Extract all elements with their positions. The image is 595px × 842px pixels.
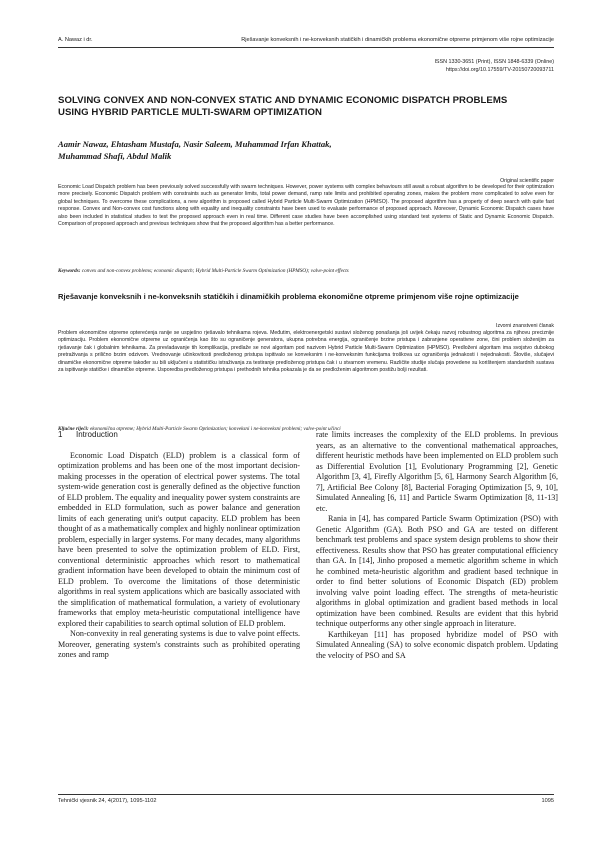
author-line-2: Muhammad Shafi, Abdul Malik <box>58 150 172 161</box>
section-number: 1 <box>58 430 63 439</box>
running-header <box>58 37 554 47</box>
running-header-authors: A. Nawaz i dr. <box>58 37 93 43</box>
body-paragraph: Rania in [4], has compared Particle Swarm Optimization (PSO) with Genetic Algorithm (GA). Both PSO and GA are tested on different benchmark test problems and space system design problems to show their effectiveness. Results show that PSO has greater computational efficiency than GA. In [14], Jinho proposed a memetic algorithm scheme in which he combined meta-heuristic algorithm and gradient based technique in order to find better solutions of Economic Dispatch (ED) problem involving valve point loading effect. The strengths of meta-heuristic algorithms in global optimization and gradient based methods in local optimization have been combined. Results are evident that this hybrid technique outperforms any other single approach in literature. <box>316 514 558 628</box>
keywords-text: convex and non-convex problems; economic dispatch; Hybrid Multi-Particle Swarm Optimization (HPMSO); valve-point effects <box>81 268 349 274</box>
header-divider <box>58 47 554 48</box>
section-heading-introduction <box>58 430 300 441</box>
journal-citation: Tehnički vjesnik 24, 4(2017), 1095-1102 <box>58 798 157 804</box>
author-line-1: Aamir Nawaz, Ehtasham Mustafa, Nasir Saleem, Muhammad Irfan Khattak, <box>58 139 332 149</box>
body-column-left <box>58 430 300 661</box>
body-paragraph: Karthikeyan [11] has proposed hybridize model of PSO with Simulated Annealing (SA) to solve economic dispatch problem. Updating the velocity of PSO and SA <box>316 629 558 660</box>
body-paragraph: rate limits increases the complexity of the ELD problems. In previous years, as an alternative to the conventional mathematical approaches, different heuristic methods have been implemented on ELD problem such as Differential Evolution [1], Evolutionary Programming [2], Genetic Algorithm [3, 4], Firefly Algorithm [5, 6], Harmony Search Algorithm [6, 7], Artificial Bee Colony [8], Bacterial Foraging Optimization [5, 9, 10], Simulated Annealing [6, 11] and Particle Swarm Optimization [8, 11-13] etc. <box>316 430 558 513</box>
body-paragraph: Non-convexity in real generating systems is due to valve point effects. Moreover, generating system's constraints such as prohibited operating zones and ramp <box>58 629 300 659</box>
croatian-keywords-label: Ključne riječi: <box>58 426 89 432</box>
section-title: Introduction <box>76 430 118 439</box>
croatian-article-type: Izvorni znanstveni članak <box>496 323 554 329</box>
abstract-text: Economic Load Dispatch problem has been previously solved successfully with swarm techniques. However, power systems with complex behaviours still await a robust algorithm to be developed for their optimization more precisely. Economic Dispatch problem with constraints such as generator limits, total power demand, ramp rate limits and prohibited operating zones, makes the problem more complicated to solve even for global techniques. To overcome these complications, a new algorithm is proposed called Hybrid Particle Multi-Swarm Optimization (HPMSO). The proposed algorithm has a property of deep search with quite fast response. Convex and Non-convex cost functions along with equality and inequality constraints have been used to evaluate performance of proposed approach. Moreover, Dynamic Economic Dispatch cases have also been included in statistical studies to test the proposed approach even in real time. Different case studies have been accomplished using standard test systems of Static and Dynamic Economic Dispatch. Comparison of proposed approach and previous techniques show that the proposed algorithm has a better performance. <box>58 184 554 228</box>
issn-numbers: ISSN 1330-3651 (Print), ISSN 1848-6339 (Online) <box>434 59 554 65</box>
running-header-title: Rješavanje konveksnih i ne-konveksnih statičkih i dinamičkih problema ekonomične otpreme primjenom više rojne optimizacije <box>241 37 554 43</box>
keywords-label: Keywords: <box>58 268 81 274</box>
croatian-title: Rješavanje konveksnih i ne-konveksnih statičkih i dinamičkih problema ekonomične otpreme primjenom više rojne optimizacije <box>58 292 519 301</box>
author-list <box>58 139 498 162</box>
body-paragraph: Economic Load Dispatch (ELD) problem is a classical form of optimization problems and has been one of the most important decision-making processes in the operation of electrical power systems. The total system-wide generation cost is generally defined as the objective function of ELD problem. The equality and inequality power system constraints are embedded in ELD formulation, such as power balance and generation limits of each generating unit's output capacity. ELD problem has been thought of as a mathematically complex and highly nonlinear optimization problem, especially in larger systems. For many decades, many algorithms have been presented to solve the optimization problem of ELD. First, conventional deterministic approaches which resort to mathematical gradient information have been developed to obtain the minimum cost of ELD problem. To overcome the limitations of those deterministic algorithms in real system applications which are basically associated with the simplification of mathematical formulation, a variety of evolutionary frameworks that employ meta-heuristic computational intelligence have explored their capabilities to search optimal solution of ELD problem. <box>58 450 300 628</box>
issn-block <box>434 58 554 75</box>
keywords <box>58 268 554 274</box>
doi-link[interactable]: https://doi.org/10.17559/TV-20150720093711 <box>445 67 554 74</box>
page-number: 1095 <box>541 798 554 804</box>
footer-divider <box>58 794 554 795</box>
croatian-keywords-text: ekonomična otpreme; Hybrid Multi-Particle Swarm Optimization; konveksni i ne-konveksni problemi; valve-point učinci <box>90 426 341 432</box>
paper-title: SOLVING CONVEX AND NON-CONVEX STATIC AND DYNAMIC ECONOMIC DISPATCH PROBLEMS USING HYBRID PARTICLE MULTI-SWARM OPTIMIZATION <box>58 95 508 119</box>
article-type-label: Original scientific paper <box>500 178 554 184</box>
body-column-right <box>316 430 558 661</box>
croatian-abstract-text: Problem ekonomične otpreme opterećenja ranije se uspješno rješavalo tehnikama rojeva. Međutim, elektroenergetski sustavi složenog ponašanja još uvijek čekaju razvoj robustnog algoritma za njihovu preciznije optimizaciju. Problem ekonomične otpreme uz ograničenja kao što su ograničenje generatora, ukupna potrebna energija, ograničenje brzine pristupa i zabranjene operativne zone, čini problem složenijim za rješavanje čak i globalnim tehnikama. Za prevladavanje tih komplikacija, predlaže se novi algoritam pod nazivom Hybrid Particle Multi-Swarm Optimization (HPMSO). Predloženi algoritam ima svojstvo dubokog pretraživanja s prilično brzim odzivom. Vrednovanje učinkovitosti predloženog pristupa ispitivalo se konveksnim i ne-konveksnim funkcijama troškova uz ograničenja jednakosti i nejednakosti. Štoviše, slučajevi dinamičke ekonomične otpreme također su bili uključeni u statističku istraživanja za testiranje predloženog pristupa čak i u stvarnom vremenu. Različite studije slučaja provedene su korištenjem standardnih sustava za ispitivanje statičke i dinamičke otpreme. Usporedba predloženog pristupa i prethodnih tehnika pokazala je da se predloženim algoritmom postižu bolji rezultati. <box>58 330 554 374</box>
